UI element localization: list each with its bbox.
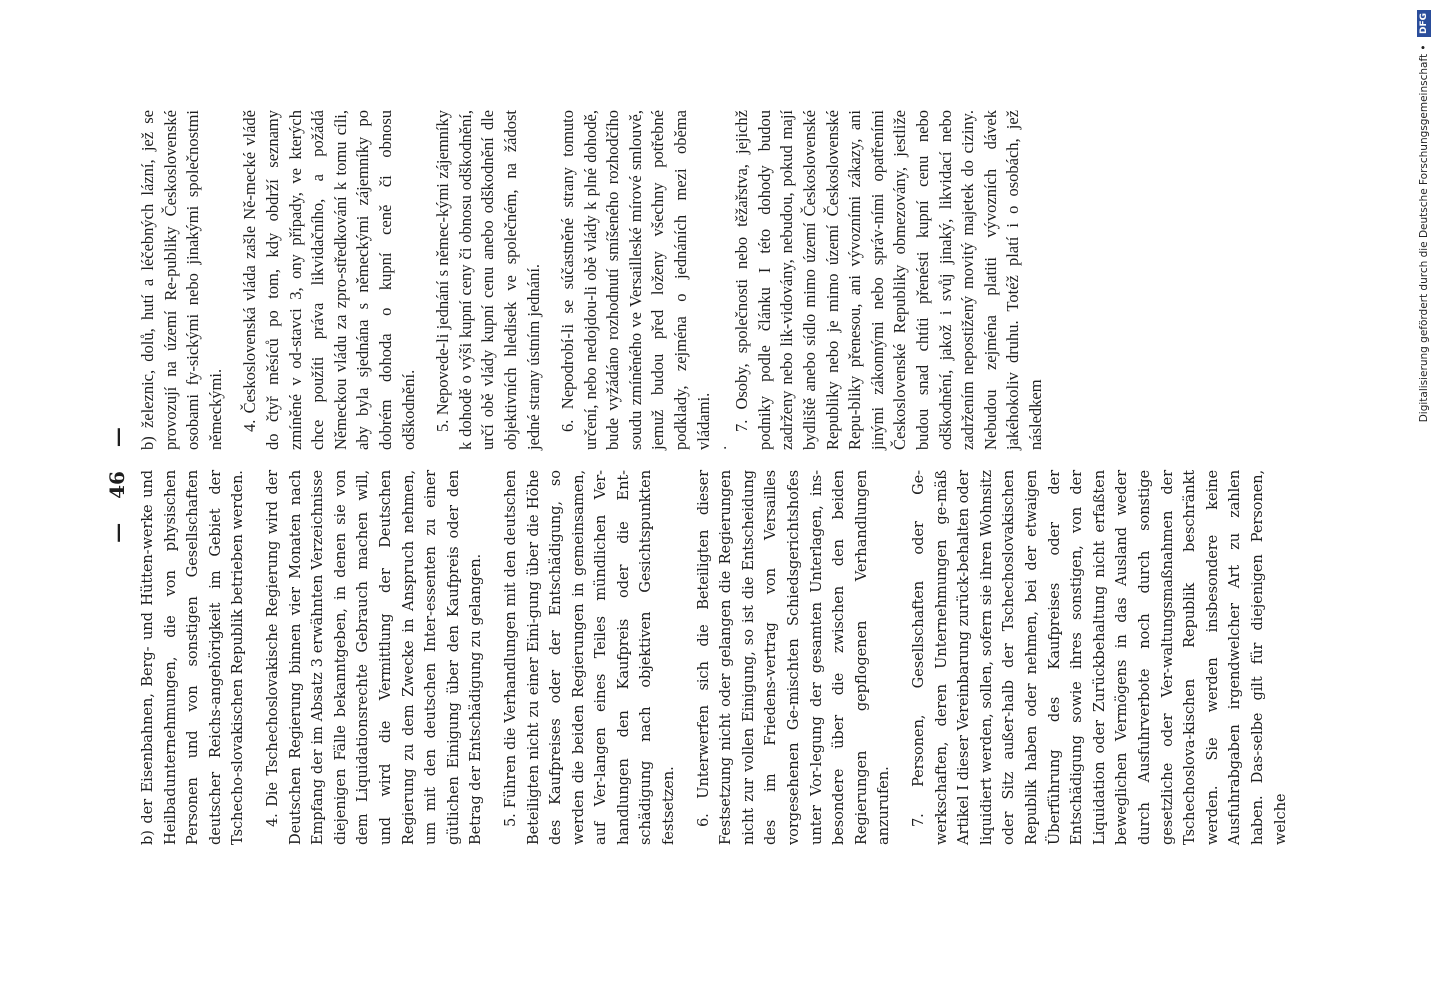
digitization-credit-separator: •: [1418, 44, 1430, 51]
german-paragraph-4: 4. Die Tschechoslovakische Regierung wird der Deutschen Regierung binnen vier Monaten nach Empfang der im Absatz 3 erwähnten Verzeichnisse diejenigen Fälle bekanntgeben, in denen sie von dem Liquidationsrechte Gebrauch machen will, und wird die Vermittlung der Deutschen Regierung zu dem Zwecke in Anspruch nehmen, um mit den deutschen Inter-essenten zu einer gütlichen Einigung über den Kaufpreis oder den Betrag der Entschädigung zu gelangen.: [263, 470, 485, 845]
digitization-credit: [1414, 10, 1434, 990]
page-number-value: 46: [105, 471, 129, 499]
rotated-page: [105, 110, 1325, 845]
page-number-dash-left: —: [105, 522, 129, 543]
dot-mark: ·: [718, 445, 735, 450]
page-number-dash-right: —: [105, 427, 129, 448]
german-paragraph-7: 7. Personen, Gesellschaften oder Ge-werkschaften, deren Unternehmungen ge-mäß Artikel I dieser Vereinbarung zurück-behalten oder liquidiert werden, sollen, sofern sie ihren Wohnsitz oder Sitz außer-halb der Tschechoslovakischen Republik haben oder nehmen, bei der etwaigen Überführung des Kaufpreises oder der Entschädigung sowie ihres sonstigen, von der Liquidation oder Zurückbehaltung nicht erfaßten beweglichen Vermögens in das Ausland weder durch Ausfuhrverbote noch durch sonstige gesetzliche oder Ver-waltungsmaßnahmen der Tschechoslova-kischen Republik beschränkt werden. Sie werden insbesondere keine Ausfuhrabgaben irgendwelcher Art zu zahlen haben. Das-selbe gilt für diejenigen Personen, welche: [910, 470, 1289, 845]
digitization-credit-sidebar: [1406, 8, 1434, 992]
czech-paragraph-7: 7. Osoby, společnosti nebo těžařstva, jejichž podniky podle článku I této dohody budou zadrženy nebo lik-vidovány, nebudou, pokud mají bydliště anebo sídlo mimo území Československé Republiky nebo je mimo území Československé Repu-bliky přenesou, ani vývozními zákazy, ani jinými zákonnými nebo správ-ními opatřeními Československé Republiky obmezovány, jestliže budou snad chtíti přenésti kupní cenu nebo odškodnění, jakož i svůj jinaký, likvidací nebo zadržením nepostižený movitý majetek do ciziny. Nebudou zejména platiti vývozních dávek jakéhokoliv druhu. Totéž platí i o osobách, jež následkem: [732, 110, 1045, 450]
czech-column: [137, 110, 1060, 450]
czech-paragraph-4: 4. Československá vláda zašle Ně-mecké vládě do čtyř měsíců po tom, kdy obdrží seznamy zmíněné v od-stavci 3, ony případy, ve kterých chce použíti práva likvidačního, a požádá Německou vládu za zpro-středkování k tomu cíli, aby byla sjednána s německými zájemníky po dobrém dohoda o kupní ceně či obnosu odškodnění.: [240, 110, 418, 450]
german-paragraph-5: 5. Führen die Verhandlungen mit den deutschen Beteiligten nicht zu einer Eini-gung über die Höhe des Kaufpreises oder der Entschädigung, so werden die beiden Regierungen in gemeinsamen, auf Ver-langen eines Teiles mündlichen Ver-handlungen den Kaufpreis oder die Ent-schädigung nach objektiven Gesichtspunkten festsetzen.: [501, 470, 678, 845]
page-number: [105, 125, 129, 845]
czech-paragraph-b: b) železnic, dolů, hutí a léčebných lázní, jež se provozují na území Re-publiky Československé osobami fy-sickými nebo jinakými společnostmi německými.: [138, 110, 225, 450]
czech-paragraph-5: 5. Nepovede-li jednání s němec-kými zájemníky k dohodě o výši kupní ceny či obnosu odškodnění, určí obě vlády kupní cenu anebo odškodnění dle objektivních hledisek ve společném, na žádost jedné strany ústním jednání.: [433, 110, 543, 450]
digitization-credit-text: Digitalisierung gefördert durch die Deutsche Forschungsgemeinschaft: [1418, 53, 1430, 423]
german-column: [137, 470, 1304, 845]
czech-paragraph-6: 6. Nepodrobí-li se súčastněné strany tomuto určení, nebo nedojdou-li obě vlády k plné dohodě, bude vyžádáno rozhodnutí smíšeného rozhodčího soudu zmíněného ve Versailleské mírové smlouvě, jemuž budou před loženy všechny potřebné podklady, zejména o jednáních mezi oběma vládami.: [558, 110, 713, 450]
german-paragraph-b: b) der Eisenbahnen, Berg- und Hütten-werke und Heilbadunternehmungen, die von physischen Personen und von sonstigen Gesellschaften deutscher Reichs-angehörigkeit im Gebiet der Tschecho-slovakischen Republik betrieben werden.: [139, 470, 247, 845]
dfg-logo-badge: DFG: [1417, 10, 1431, 37]
german-paragraph-6: 6. Unterwerfen sich die Beteiligten dieser Festsetzung nicht oder gelangen die Regierungen nicht zur vollen Einigung, so ist die Entscheidung des im Friedens-vertrag von Versailles vorgesehenen Ge-mischten Schiedsgerichtshofes unter Vor-legung der gesamten Unterlagen, ins-besondere über die zwischen den beiden Regierungen gepflogenen Verhandlungen anzurufen.: [694, 470, 893, 845]
